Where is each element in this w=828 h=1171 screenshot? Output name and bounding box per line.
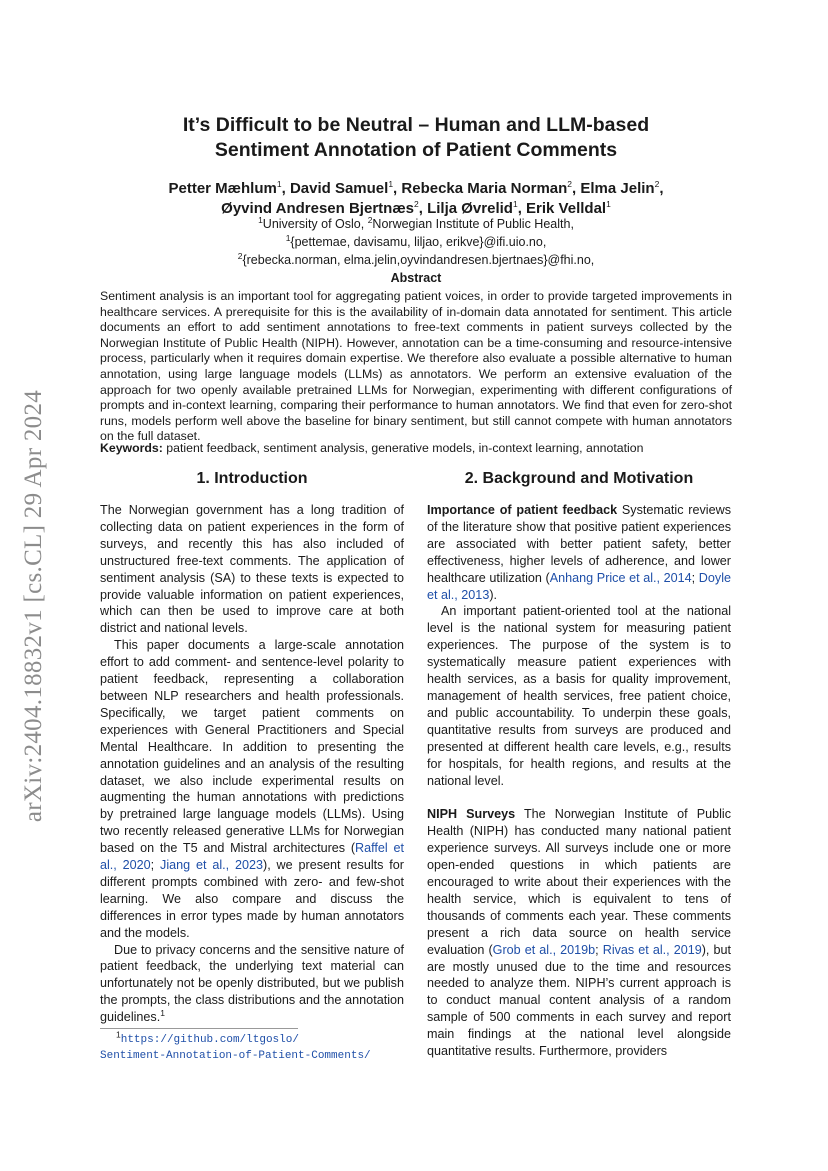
emails-uio: {pettemae, davisamu, liljao, erikve}@ifi.uio.no, — [290, 235, 547, 249]
author-list: Petter Mæhlum$^1$, David Samuel$^1$, Rebecka Maria Norman$^2$, Elma Jelin$^2$, Øyvind Andresen Bjertnæs$^2$, Lilja Øvrelid$^1$, Erik Velldal$^1$ — [168, 179, 664, 217]
intro-paragraph-2-text-cont: ), we present results for different prompts combined with zero- and few-shot learning. We also compare and discuss the differences in error types made by human annotators and the models. — [100, 858, 404, 940]
citation-separator: ; — [150, 858, 161, 873]
author-name: Elma Jelin — [580, 180, 655, 197]
author-affiliation-mark: 2 — [654, 179, 660, 189]
footnote-url-line-2[interactable]: Sentiment-Annotation-of-Patient-Comments/ — [100, 1050, 371, 1062]
affiliation-niph: Norwegian Institute of Public Health, — [372, 217, 574, 231]
emails-niph: {rebecka.norman, elma.jelin,oyvindandresen.bjertnaes}@fhi.no, — [242, 253, 595, 267]
author-affiliation-mark: 1 — [388, 179, 394, 189]
keywords-label: Keywords: — [100, 441, 163, 455]
footnote — [100, 1029, 420, 1064]
paragraph-heading-niph-surveys: NIPH Surveys — [427, 807, 516, 822]
author-affiliation-mark: 1 — [512, 199, 518, 209]
arxiv-stamp-text: arXiv:2404.18832v1 [cs.CL] 29 Apr 2024 — [20, 389, 47, 823]
intro-paragraph-3 — [100, 942, 404, 1027]
author-name: Petter Mæhlum — [168, 180, 277, 197]
author-name: Øyvind Andresen Bjertnæs — [221, 200, 414, 217]
citation-link[interactable]: Jiang et al., 2023 — [160, 858, 264, 873]
title-line-2: Sentiment Annotation of Patient Comments — [214, 139, 618, 161]
title-line-1: It’s Difficult to be Neutral – Human and LLM-based — [182, 114, 650, 136]
author-name: Erik Velldal — [526, 200, 607, 217]
background-paragraph-1-end: ). — [489, 587, 498, 602]
citation-link[interactable]: Grob et al., 2019b — [492, 942, 596, 957]
author-affiliation-mark: 1 — [276, 179, 282, 189]
affiliation-mark: 2 — [237, 250, 243, 261]
section-heading-introduction: 1. Introduction — [196, 470, 308, 487]
intro-paragraph-2-text: This paper documents a large-scale annotation effort to add comment- and sentence-level polarity to patient feedback, representing a collaboration between NLP researchers and health professionals. Specifically, we target patient comments on experiences with General Practitioners and Special Mental Healthcare. In addition to presenting the annotation guidelines and an analysis of the resulting dataset, we also include experimental results on augmenting the human annotations with predictions by pretrained large language models (LLMs). Using two recently released generative LLMs for Norwegian based on the T5 and Mistral architectures ( — [100, 638, 404, 856]
footnote-number: 1 — [116, 1029, 121, 1040]
paragraph-heading-importance: Importance of patient feedback — [427, 503, 618, 517]
intro-paragraph-1: The Norwegian government has a long tradition of collecting data on patient experiences in the form of surveys, and recently this has also included of unstructured free-text comments. The application of sentiment analysis (SA) to these texts is expected to provide valuable information on patient experiences, which can then be used to improve care at both district and national levels. — [100, 503, 404, 636]
citation-separator: ; — [595, 942, 603, 957]
section-heading-background: 2. Background and Motivation — [464, 470, 694, 487]
affiliation-mark: 2 — [367, 214, 373, 225]
background-paragraph-3-text-cont: ), but are mostly unused due to the time and resources needed to analyze them. NIPH’s current approach is to conduct manual content analysis of a random sample of 500 comments in each survey and report main findings at the national level alongside quantitative results. Furthermore, providers — [427, 942, 731, 1059]
citation-separator: ; — [691, 570, 699, 585]
background-paragraph-3-text: The Norwegian Institute of Public Health (NIPH) has conducted many national patient experience surveys. All surveys include one or more open-ended questions in which patients are encouraged to write about their experiences with the health service, which is equivalent to tens of thousands of comments each year. These comments present a rich data source on health service evaluation ( — [427, 807, 731, 957]
arxiv-stamp — [14, 366, 54, 846]
keywords — [100, 441, 732, 455]
author-affiliation-mark: 2 — [567, 179, 573, 189]
citation-link[interactable]: Doyle et al., 2013 — [427, 570, 731, 602]
background-paragraph-3 — [427, 806, 731, 1060]
citation-link[interactable]: Raffel et al., 2020 — [100, 841, 404, 873]
right-column — [427, 470, 731, 1060]
footnote-divider — [100, 1028, 298, 1029]
intro-paragraph-2 — [100, 637, 404, 941]
footnote-url-line-1[interactable]: https://github.com/ltgoslo/ — [120, 1034, 299, 1046]
background-paragraph-1 — [427, 502, 731, 603]
paper-title — [100, 113, 732, 163]
affiliation-mark: 1 — [258, 214, 263, 225]
footnote-mark[interactable]: 1 — [160, 1008, 165, 1018]
keywords-text: patient feedback, sentiment analysis, generative models, in-context learning, annotation — [162, 441, 644, 455]
abstract-text: Sentiment analysis is an important tool for aggregating patient voices, in order to provide targeted improvements in healthcare services. A prerequisite for this is the availability of in-domain data annotated for sentiment. This article documents an effort to add sentiment annotations to free-text comments in patient surveys collected by the Norwegian Institute of Public Health (NIPH). However, annotation can be a time-consuming and resource-intensive process, particularly when it requires domain expertise. We therefore also evaluate a possible alternative to human annotation, using large language models (LLMs) as annotators. We perform an extensive evaluation of the approach for two openly available pretrained LLMs for Norwegian, experimenting with different configurations of prompts and in-context learning, comparing their performance to human annotators. We find that even for zero-shot runs, models perform well above the baseline for binary sentiment, but still cannot compete with human annotators on the full dataset. — [100, 289, 732, 444]
background-paragraph-2: An important patient-oriented tool at the national level is the national system for measuring patient experiences. The purpose of the system is to systematically measure patient experiences with health services, as a basis for quality improvement, management of health services, free patient choice, and public accountability. To underpin these goals, quantitative results from surveys are produced and presented at different health care levels, e.g., results for hospitals, for health regions, and results at the national level. — [427, 604, 731, 788]
affiliation-mark: 1 — [285, 232, 291, 243]
citation-link[interactable]: Rivas et al., 2019 — [602, 942, 702, 957]
author-name: David Samuel — [289, 180, 389, 197]
author-affiliation-mark: 2 — [414, 199, 419, 209]
author-name: Lilja Øvrelid — [427, 200, 513, 217]
affiliation-uio: University of Oslo, — [262, 217, 368, 231]
affiliations — [100, 215, 732, 269]
author-name: Rebecka Maria Norman — [401, 180, 568, 197]
background-paragraph-1-text: Systematic reviews of the literature show that positive patient experiences are associated with better patient safety, better effectiveness, higher levels of adherence, and lower healthcare utilization ( — [427, 503, 731, 585]
citation-link[interactable]: Anhang Price et al., 2014 — [549, 570, 692, 585]
abstract-heading: Abstract — [390, 271, 442, 285]
author-affiliation-mark: 1 — [606, 199, 611, 209]
intro-paragraph-3-text: Due to privacy concerns and the sensitive nature of patient feedback, the underlying text material can unfortunately not be openly distributed, but we publish the prompts, the class distributions and the annotation guidelines. — [100, 942, 404, 1025]
left-column — [100, 470, 404, 1026]
